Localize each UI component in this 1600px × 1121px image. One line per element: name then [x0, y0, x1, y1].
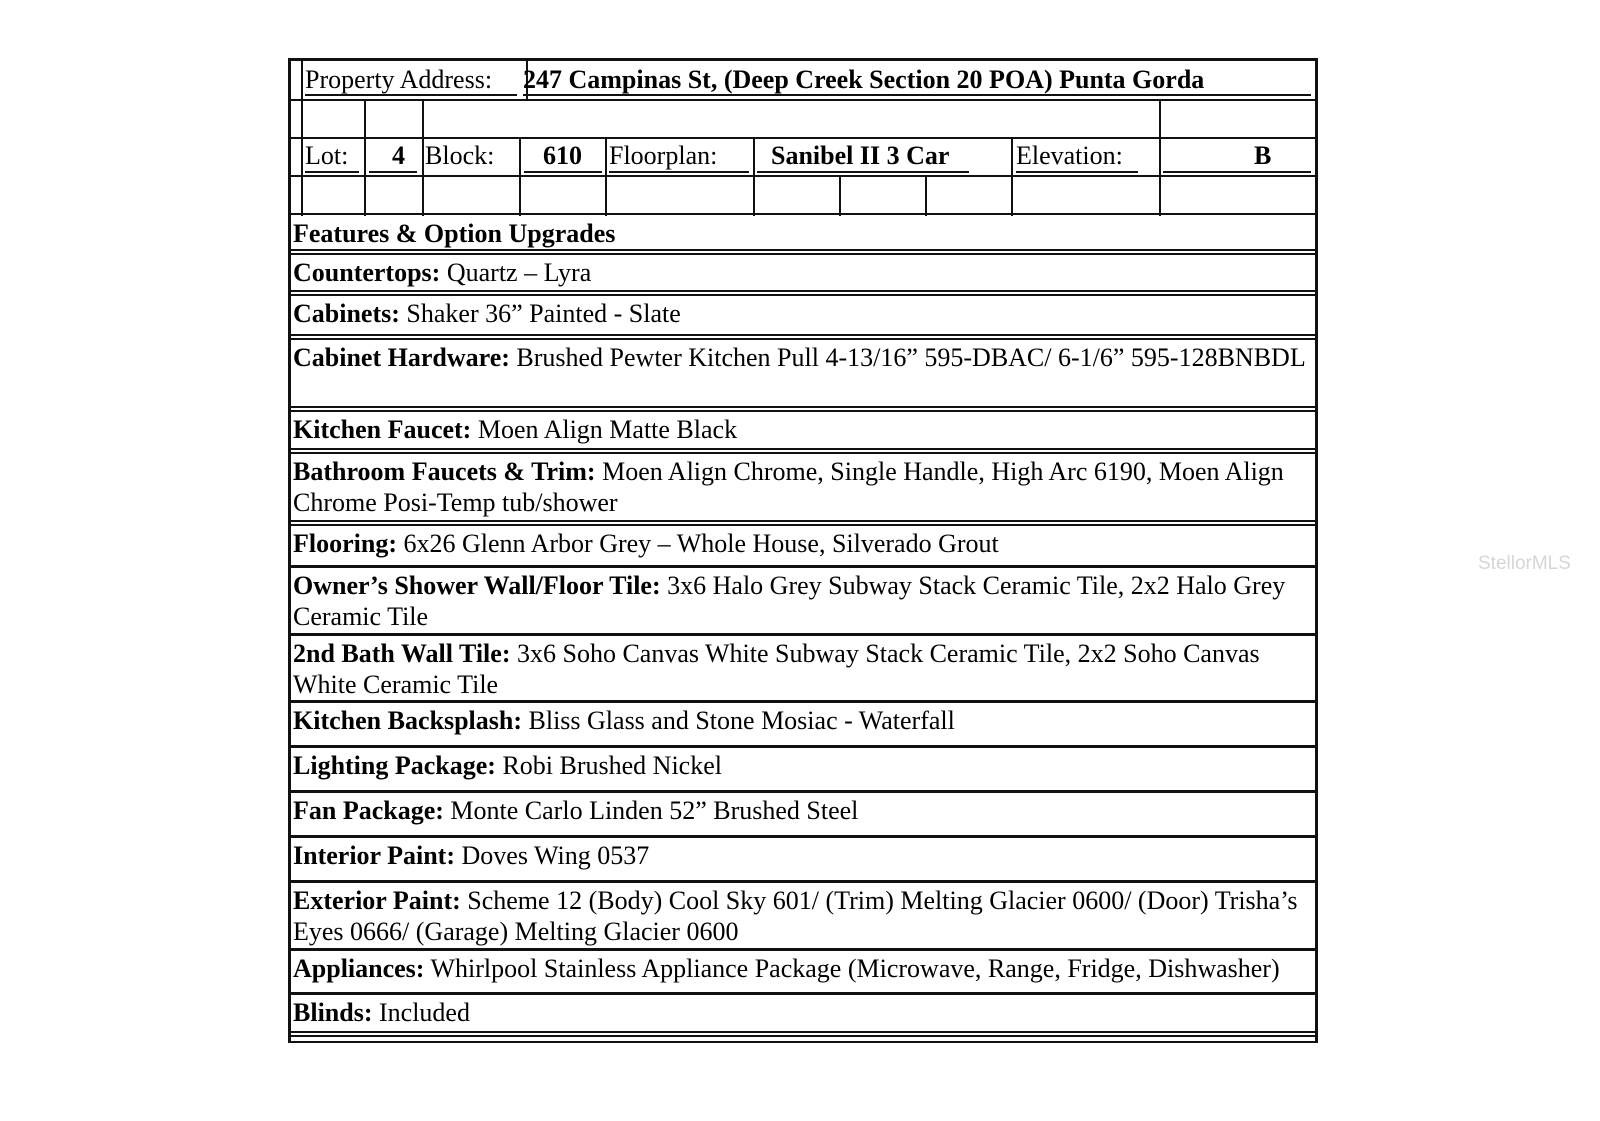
- feature-value: Robi Brushed Nickel: [495, 751, 722, 780]
- feature-label: Kitchen Backsplash:: [293, 706, 522, 735]
- grid-line: [301, 61, 303, 216]
- grid-line: [753, 137, 755, 216]
- feature-value: 6x26 Glenn Arbor Grey – Whole House, Silverado Grout: [397, 529, 999, 558]
- feature-value: Bliss Glass and Stone Mosiac - Waterfall: [522, 706, 955, 735]
- section-title: Features & Option Upgrades: [293, 219, 616, 248]
- feature-row: [291, 883, 1315, 951]
- feature-row: [291, 951, 1315, 995]
- feature-row: [291, 703, 1315, 748]
- grid-line: [1159, 99, 1161, 216]
- feature-value: Quartz – Lyra: [440, 258, 592, 287]
- field-underline: [1016, 171, 1138, 173]
- mls-watermark: StellorMLS: [1478, 553, 1571, 574]
- grid-line: [422, 99, 424, 216]
- feature-value: Doves Wing 0537: [455, 841, 650, 870]
- feature-label: Cabinets:: [293, 299, 400, 328]
- feature-value: Scheme 12 (Body) Cool Sky 601/ (Trim) Melting Glacier 0600/ (Door) Trisha’s Eyes 0666/ (Garage) Melting Glacier 0600: [293, 886, 1298, 946]
- feature-row: [291, 636, 1315, 703]
- feature-row: [291, 454, 1315, 526]
- grid-line: [519, 137, 521, 216]
- field-underline: [609, 171, 749, 173]
- grid-line: [291, 213, 1315, 215]
- grid-line: [839, 175, 841, 216]
- feature-value: Shaker 36” Painted - Slate: [399, 299, 681, 328]
- feature-value: Included: [372, 998, 470, 1027]
- feature-row: [291, 748, 1315, 793]
- feature-row: [291, 995, 1315, 1043]
- property-address-label: Property Address:: [305, 65, 493, 94]
- property-header-grid: [288, 58, 1318, 216]
- feature-label: 2nd Bath Wall Tile:: [293, 639, 511, 668]
- feature-row: [291, 526, 1315, 568]
- feature-label: Fan Package:: [293, 796, 444, 825]
- feature-row: [291, 340, 1315, 412]
- grid-line: [364, 99, 366, 216]
- field-underline: [1163, 171, 1311, 173]
- feature-label: Flooring:: [293, 529, 397, 558]
- feature-value: Monte Carlo Linden 52” Brushed Steel: [443, 796, 859, 825]
- feature-value: Brushed Pewter Kitchen Pull 4-13/16” 595-DBAC/ 6-1/6” 595-128BNBDL: [509, 343, 1306, 372]
- feature-value: 3x6 Soho Canvas White Subway Stack Ceramic Tile, 2x2 Soho Canvas White Ceramic Tile: [293, 639, 1260, 699]
- row-divider: [291, 1041, 1315, 1043]
- feature-value: Moen Align Chrome, Single Handle, High Arc 6190, Moen Align Chrome Posi-Temp tub/shower: [293, 457, 1284, 517]
- grid-line: [291, 99, 1315, 101]
- feature-row: [291, 412, 1315, 454]
- field-underline: [757, 171, 969, 173]
- feature-row: [291, 838, 1315, 883]
- feature-row: [291, 255, 1315, 296]
- feature-label: Kitchen Faucet:: [293, 415, 472, 444]
- floorplan-label: Floorplan:: [609, 141, 718, 170]
- grid-line: [1011, 137, 1013, 216]
- options-sheet: [288, 58, 1318, 1043]
- section-title-row: [291, 216, 1315, 255]
- grid-line: [291, 137, 1315, 139]
- feature-label: Bathroom Faucets & Trim:: [293, 457, 596, 486]
- feature-row: [291, 793, 1315, 838]
- block-label: Block:: [425, 141, 495, 170]
- feature-label: Cabinet Hardware:: [293, 343, 510, 372]
- feature-row: [291, 296, 1315, 340]
- feature-label: Blinds:: [293, 998, 373, 1027]
- feature-row: [291, 568, 1315, 636]
- features-list: [288, 216, 1318, 1043]
- feature-value: 3x6 Halo Grey Subway Stack Ceramic Tile, 2x2 Halo Grey Ceramic Tile: [293, 571, 1286, 631]
- elevation-value: B: [1254, 141, 1272, 170]
- property-address-value: 247 Campinas St, (Deep Creek Section 20 POA) Punta Gorda: [523, 65, 1205, 94]
- elevation-label: Elevation:: [1016, 141, 1123, 170]
- grid-line: [291, 175, 1315, 177]
- lot-label: Lot:: [305, 141, 349, 170]
- feature-label: Owner’s Shower Wall/Floor Tile:: [293, 571, 661, 600]
- feature-value: Whirlpool Stainless Appliance Package (Microwave, Range, Fridge, Dishwasher): [424, 954, 1280, 983]
- feature-label: Exterior Paint:: [293, 886, 461, 915]
- field-underline: [523, 94, 1311, 96]
- field-underline: [524, 171, 602, 173]
- field-underline: [305, 94, 517, 96]
- row-divider: [291, 1031, 1315, 1037]
- field-underline: [369, 171, 417, 173]
- feature-label: Lighting Package:: [293, 751, 496, 780]
- feature-label: Interior Paint:: [293, 841, 455, 870]
- feature-value: Moen Align Matte Black: [471, 415, 738, 444]
- lot-value: 4: [392, 141, 405, 170]
- grid-line: [605, 137, 607, 216]
- field-underline: [305, 171, 359, 173]
- block-value: 610: [543, 141, 582, 170]
- grid-line: [925, 175, 927, 216]
- feature-label: Countertops:: [293, 258, 441, 287]
- floorplan-value: Sanibel II 3 Car: [771, 141, 950, 170]
- feature-label: Appliances:: [293, 954, 425, 983]
